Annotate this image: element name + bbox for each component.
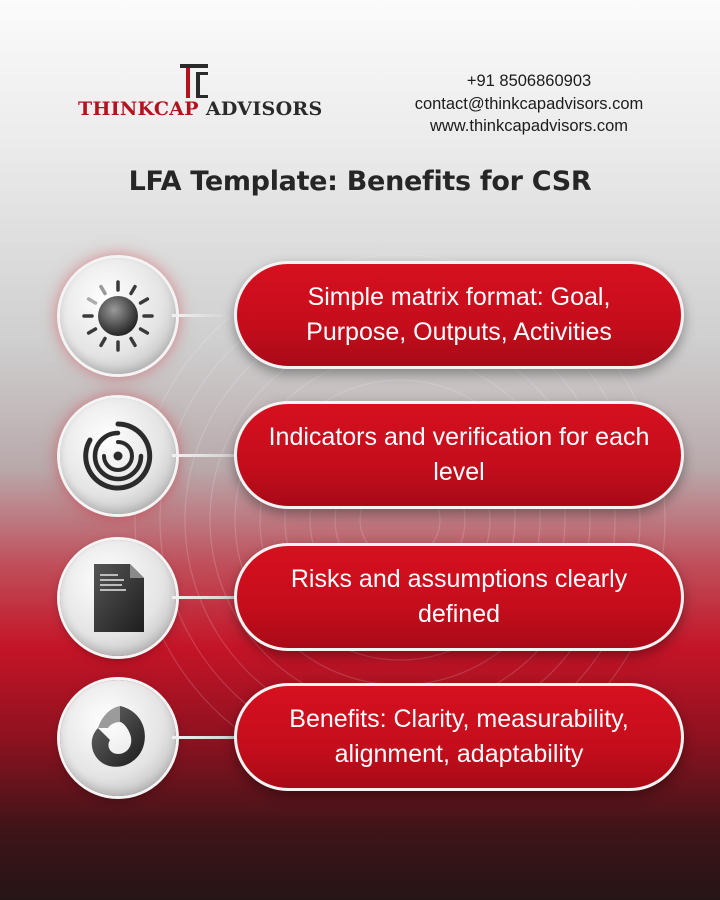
benefit-row-1 — [0, 258, 720, 378]
benefit-pill-2 — [234, 401, 684, 509]
benefit-pill-4 — [234, 683, 684, 791]
page-title: LFA Template: Benefits for CSR — [128, 166, 592, 197]
benefit-text-3: Risks and assumptions clearly defined — [290, 565, 628, 628]
benefit-icon-circle-3 — [60, 540, 176, 656]
connector-line-1 — [172, 314, 238, 317]
tc-monogram-icon — [180, 64, 208, 98]
benefit-row-4 — [0, 680, 720, 800]
brand-name-part1: THINKCAP — [78, 98, 199, 120]
benefit-icon-circle-1 — [60, 258, 176, 374]
brand-logo — [78, 64, 323, 124]
contact-block — [388, 70, 670, 138]
contact-email[interactable]: contact@thinkcapadvisors.com — [414, 94, 644, 113]
loading-ring-icon — [80, 278, 156, 354]
target-rings-icon — [80, 418, 156, 494]
document-icon — [80, 560, 156, 636]
connector-line-3 — [172, 596, 238, 599]
benefit-pill-3 — [234, 543, 684, 651]
benefit-icon-circle-4 — [60, 680, 176, 796]
benefit-text-2: Indicators and verification for each level — [268, 423, 650, 486]
connector-line-4 — [172, 736, 238, 739]
benefit-row-3 — [0, 540, 720, 660]
benefit-pill-1 — [234, 261, 684, 369]
benefit-row-2 — [0, 398, 720, 518]
benefit-text-4: Benefits: Clarity, measurability, alignment, adaptability — [289, 705, 629, 768]
spiral-icon — [80, 700, 156, 776]
brand-name-part2: ADVISORS — [205, 98, 323, 120]
benefit-icon-circle-2 — [60, 398, 176, 514]
contact-phone[interactable]: +91 8506860903 — [466, 72, 592, 90]
benefit-text-1: Simple matrix format: Goal, Purpose, Outputs, Activities — [306, 283, 612, 346]
contact-website[interactable]: www.thinkcapadvisors.com — [429, 117, 629, 135]
brand-name — [78, 98, 323, 120]
connector-line-2 — [172, 454, 238, 457]
